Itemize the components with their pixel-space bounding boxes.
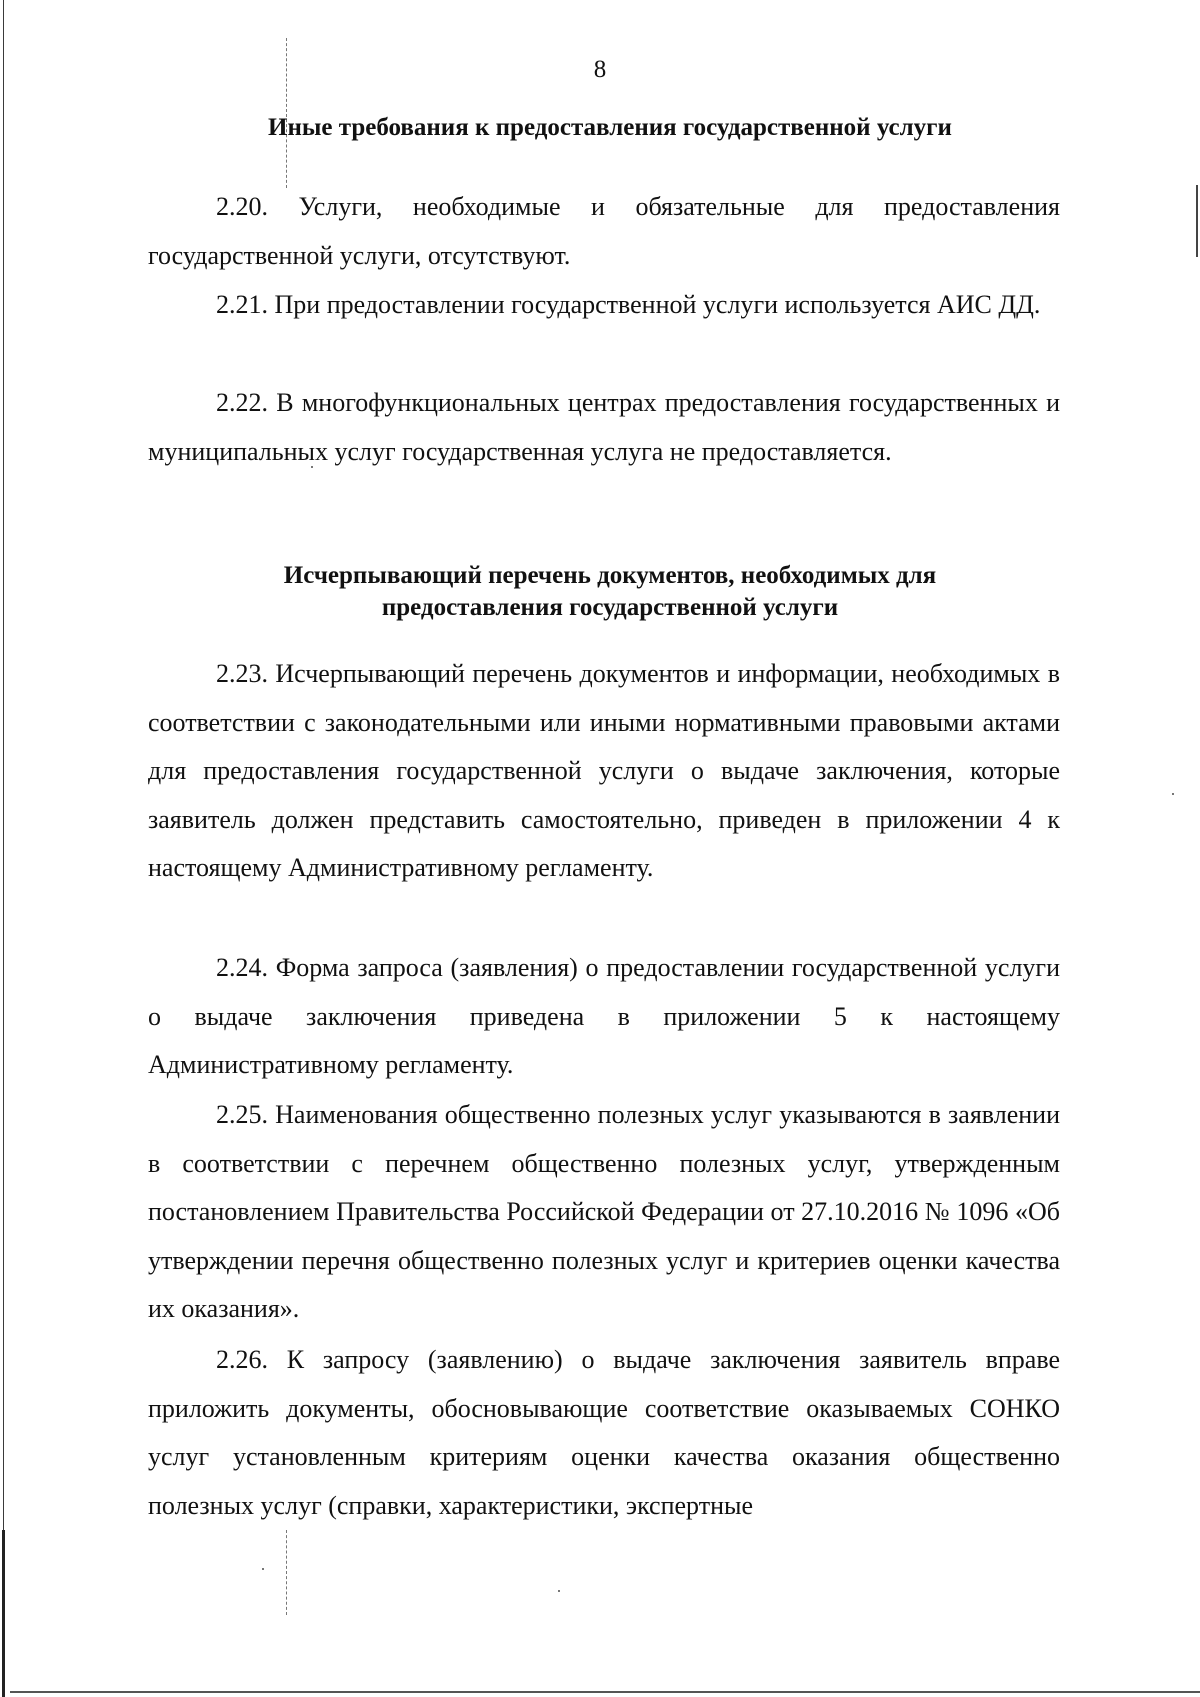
- paragraph-2-20: 2.20. Услуги, необходимые и обязательные для предоставления государственной услуги, отсутствуют.: [148, 192, 1060, 270]
- paragraph-2-23: 2.23. Исчерпывающий перечень документов и информации, необходимых в соответствии с законодательными или иными нормативными правовыми актами для предоставления государственной услуги о выдаче заключения, которые заявитель должен представить самостоятельно, приведен в приложении 4 к настоящему Административному регламенту.: [148, 659, 1060, 882]
- section-heading-documents-line-1: Исчерпывающий перечень документов, необходимых для: [283, 562, 937, 589]
- scan-mark-right: [1196, 185, 1198, 257]
- scan-speck: [262, 1568, 264, 1570]
- paragraph-2-21: 2.21. При предоставлении государственной услуги используется АИС ДД.: [216, 290, 1041, 319]
- scan-speck: [558, 1590, 560, 1592]
- page-number: 8: [593, 56, 607, 83]
- scan-fold-line-bottom: [286, 1530, 287, 1615]
- section-heading-other-requirements: Иные требования к предоставления государственной услуги: [268, 114, 952, 141]
- scan-edge-bottom: [10, 1691, 1200, 1693]
- scan-edge-left-shadow: [2, 1530, 5, 1697]
- section-heading-documents-line-2: предоставления государственной услуги: [381, 594, 839, 621]
- paragraph-2-26: 2.26. К запросу (заявлению) о выдаче заключения заявитель вправе приложить документы, обосновывающие соответствие оказываемых СОНКО услуг установленным критериям оценки качества оказания общественно полезных услуг (справки, характеристики, экспертные: [148, 1345, 1060, 1520]
- scan-speck: [1172, 793, 1174, 795]
- paragraph-2-24: 2.24. Форма запроса (заявления) о предоставлении государственной услуги о выдаче заключения приведена в приложении 5 к настоящему Административному регламенту.: [148, 953, 1060, 1079]
- paragraph-2-22: 2.22. В многофункциональных центрах предоставления государственных и муниципальных услуг государственная услуга не предоставляется.: [148, 388, 1060, 466]
- scan-edge-left: [3, 0, 4, 1697]
- paragraph-2-25: 2.25. Наименования общественно полезных услуг указываются в заявлении в соответствии с перечнем общественно полезных услуг, утвержденным постановлением Правительства Российской Федерации от 27.10.2016 № 1096 «Об утверждении перечня общественно полезных услуг и критериев оценки качества их оказания».: [148, 1100, 1060, 1323]
